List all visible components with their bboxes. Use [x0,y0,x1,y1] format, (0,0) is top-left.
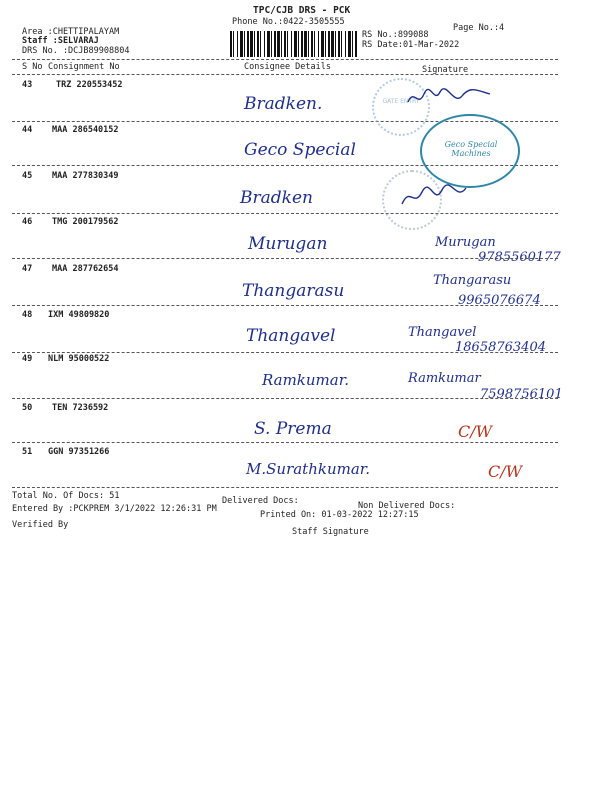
entered-by: Entered By :PCKPREM 3/1/2022 12:26:31 PM [12,504,217,514]
row-sno: 43 [22,80,33,90]
barcode-bar [294,31,297,57]
staff-label: Staff :SELVARAJ [22,36,99,46]
barcode-bar [345,31,346,57]
row-consignment: MAA 277830349 [52,171,119,181]
barcode-bar [341,31,342,57]
barcode-bar [277,31,280,57]
non-delivered-docs: Non Delivered Docs: [358,501,456,511]
barcode-bar [291,31,292,57]
row-consignment: TRZ 220553452 [56,80,123,90]
barcode-bar [264,31,265,57]
phone-handwritten: 18658763404 [455,340,546,355]
barcode-bar [304,31,307,57]
area-label: Area :CHETTIPALAYAM [22,27,120,37]
barcode-bar [308,31,309,57]
barcode-bar [267,31,270,57]
row-sno: 46 [22,217,33,227]
barcode [230,31,358,57]
row-consignment: NLM 95000522 [48,354,110,364]
signature-scribble: Thangavel [408,325,477,340]
barcode-bar [355,31,357,57]
phone-handwritten: 9785560177 [478,250,561,265]
barcode-bar [298,31,299,57]
barcode-bar [230,31,232,57]
row-consignment: GGN 97351266 [48,447,110,457]
barcode-bar [311,31,313,57]
row-consignee: Thangavel [246,326,336,346]
row-sno: 48 [22,310,33,320]
barcode-bar [240,31,243,57]
barcode-bar [325,31,326,57]
signature-scribble-graphic [398,182,470,212]
barcode-bar [348,31,351,57]
barcode-bar [287,31,288,57]
row-rule [12,398,558,399]
row-consignment: TEN 7236592 [52,403,109,413]
row-rule [12,487,558,488]
barcode-bar [321,31,324,57]
barcode-bar [250,31,253,57]
cw-mark: C/W [458,422,493,441]
col-sno: S No [22,62,43,72]
row-sno: 47 [22,264,33,274]
gate-entry-stamp: GATE ENTRY [372,78,430,136]
signature-scribble: Murugan [435,235,496,250]
barcode-bar [284,31,286,57]
row-sno: 44 [22,125,33,135]
row-consignment: IXM 49809820 [48,310,110,320]
row-rule [12,258,558,259]
row-consignee: Geco Special [244,140,356,160]
rs-number: RS No.:899088 [362,30,429,40]
phone-handwritten: 7598756101 [480,387,563,402]
row-sno: 45 [22,171,33,181]
barcode-bar [314,31,315,57]
row-consignee: Bradken. [244,94,323,114]
cw-mark: C/W [488,462,523,481]
row-sno: 50 [22,403,33,413]
barcode-bar [271,31,272,57]
barcode-bar [335,31,336,57]
delivered-docs: Delivered Docs: [222,496,299,506]
col-signature: Signature [422,65,469,75]
row-consignment: MAA 286540152 [52,125,119,135]
barcode-bar [281,31,282,57]
signature-scribble: Thangarasu [433,273,512,288]
row-rule [12,213,558,214]
geco-special-stamp: Geco Special Machines [420,114,520,188]
barcode-bar [257,31,259,57]
row-consignee: M.Surathkumar. [246,460,371,478]
total-docs: Total No. Of Docs: 51 [12,491,120,501]
signature-scribble: Ramkumar [408,371,481,386]
barcode-bar [233,31,234,57]
barcode-bar [274,31,276,57]
row-consignment: MAA 287762654 [52,264,119,274]
phone-handwritten: 9965076674 [458,293,541,308]
barcode-bar [301,31,303,57]
page-number: Page No.:4 [453,23,505,33]
verified-by: Verified By [12,520,69,530]
barcode-bar [244,31,245,57]
row-sno: 51 [22,447,33,457]
row-rule [12,352,558,353]
row-sno: 49 [22,354,33,364]
row-consignee: Thangarasu [242,281,345,301]
staff-signature: Staff Signature [292,527,369,537]
row-consignment: TMG 200179562 [52,217,119,227]
header-rule-bottom [12,74,558,75]
barcode-bar [237,31,238,57]
barcode-bar [254,31,255,57]
barcode-bar [331,31,334,57]
row-consignee: Murugan [248,234,328,254]
rs-date: RS Date:01-Mar-2022 [362,40,460,50]
row-consignee: S. Prema [254,419,332,439]
barcode-bar [247,31,249,57]
drs-number: DRS No. :DCJB89908804 [22,46,130,56]
row-consignee: Bradken [240,188,313,208]
barcode-bar [260,31,261,57]
barcode-bar [328,31,330,57]
barcode-bar [352,31,353,57]
signature-scribble-graphic [404,84,496,110]
row-rule [12,305,558,306]
row-consignee: Ramkumar. [262,371,350,389]
barcode-bar [338,31,340,57]
col-consignee: Consignee Details [244,62,331,72]
printed-on: Printed On: 01-03-2022 12:27:15 [260,510,419,520]
row-rule [12,442,558,443]
header-rule [12,59,558,60]
barcode-bar [318,31,319,57]
phone-number: Phone No.:0422-3505555 [232,17,345,27]
document-title: TPC/CJB DRS - PCK [253,5,351,16]
col-consignment: Consignment No [48,62,120,72]
